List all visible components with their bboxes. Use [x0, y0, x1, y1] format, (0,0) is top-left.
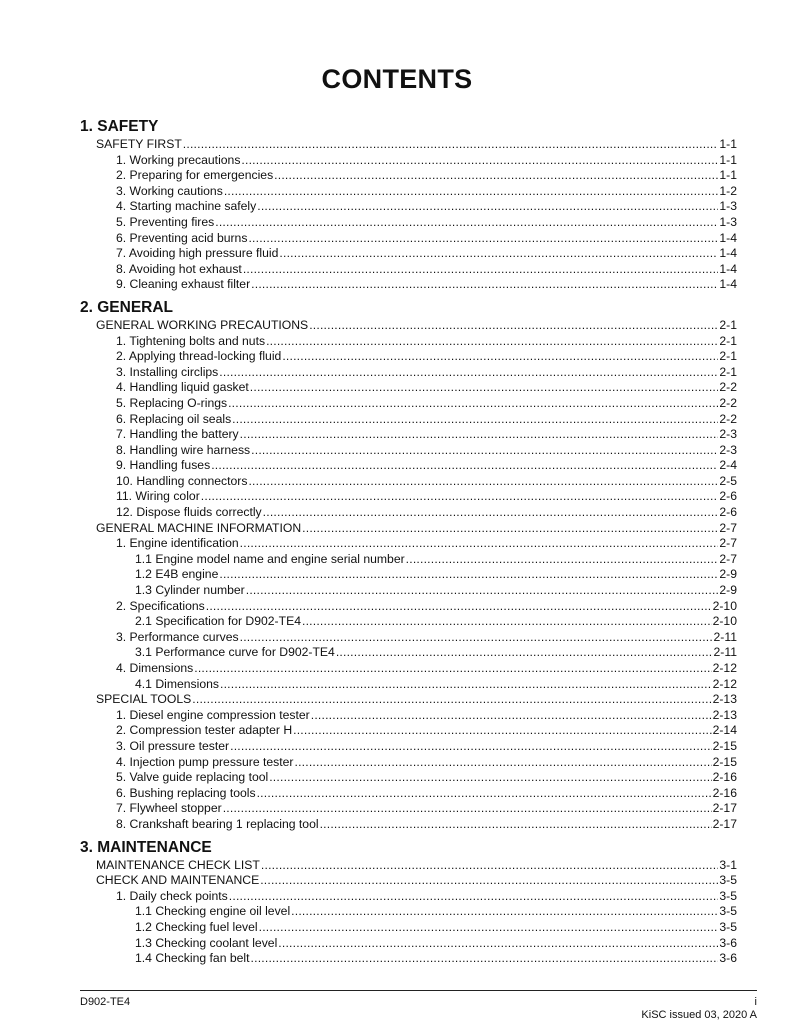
dot-leader: [278, 936, 718, 952]
dot-leader: [259, 920, 719, 936]
toc-entry[interactable]: [80, 770, 737, 786]
toc-entry[interactable]: [80, 920, 737, 936]
toc-entry-title: SPECIAL TOOLS: [96, 692, 192, 707]
toc-entry[interactable]: [80, 277, 737, 293]
dot-leader: [232, 412, 718, 428]
toc-entry-page: 1-3: [719, 199, 737, 214]
toc-entry[interactable]: [80, 318, 737, 334]
dot-leader: [223, 801, 712, 817]
dot-leader: [220, 677, 712, 693]
toc-entry-page: 2-15: [712, 754, 737, 769]
toc-entry[interactable]: [80, 168, 737, 184]
toc-entry[interactable]: [80, 873, 737, 889]
toc-entry-title: GENERAL WORKING PRECAUTIONS: [96, 317, 309, 332]
dot-leader: [406, 552, 719, 568]
toc-entry-title: 1.1 Checking engine oil level: [135, 904, 291, 919]
toc-entry-page: 2-7: [719, 536, 737, 551]
toc-entry-page: 2-3: [719, 442, 737, 457]
toc-entry-title: 4. Handling liquid gasket: [116, 380, 249, 395]
toc-entry-page: 3-1: [719, 857, 737, 872]
dot-leader: [336, 645, 713, 661]
toc-entry-title: 12. Dispose fluids correctly: [116, 505, 262, 520]
toc-entry[interactable]: [80, 199, 737, 215]
dot-leader: [282, 349, 718, 365]
dot-leader: [243, 262, 719, 278]
toc-entry-title: 1.2 Checking fuel level: [135, 919, 258, 934]
toc-entry[interactable]: [80, 614, 737, 630]
dot-leader: [263, 505, 719, 521]
toc-entry-page: 2-10: [712, 598, 737, 613]
toc-entry-title: 9. Cleaning exhaust filter: [116, 277, 251, 292]
toc-entry-page: 2-16: [712, 785, 737, 800]
toc-entry-page: 2-1: [719, 364, 737, 379]
dot-leader: [219, 365, 718, 381]
toc-entry-page: 1-3: [719, 214, 737, 229]
dot-leader: [229, 889, 719, 905]
dot-leader: [274, 168, 718, 184]
toc-entry-page: 2-4: [719, 458, 737, 473]
toc-entry[interactable]: [80, 215, 737, 231]
toc-entry-title: CHECK AND MAINTENANCE: [96, 873, 260, 888]
dot-leader: [206, 599, 712, 615]
toc-entry-title: 1. Tightening bolts and nuts: [116, 333, 266, 348]
toc-entry[interactable]: [80, 184, 737, 200]
toc-entry-title: 4. Starting machine safely: [116, 199, 257, 214]
dot-leader: [215, 215, 718, 231]
toc-entry[interactable]: [80, 262, 737, 278]
section-heading: 3. MAINTENANCE: [80, 838, 212, 856]
toc-entry-page: 2-7: [719, 551, 737, 566]
toc-entry-page: 2-7: [719, 520, 737, 535]
toc-entry[interactable]: [80, 443, 737, 459]
toc-entry-page: 2-13: [712, 692, 737, 707]
toc-entry[interactable]: [80, 739, 737, 755]
toc-entry[interactable]: [80, 677, 737, 693]
toc-entry-page: 2-12: [712, 676, 737, 691]
toc-entry[interactable]: [80, 692, 737, 708]
toc-entry-page: 2-14: [712, 723, 737, 738]
dot-leader: [311, 708, 712, 724]
footer-divider: [80, 990, 757, 991]
dot-leader: [269, 770, 711, 786]
toc-entry-page: 3-6: [719, 935, 737, 950]
dot-leader: [201, 489, 719, 505]
toc-entry[interactable]: [80, 505, 737, 521]
toc-entry-page: 2-17: [712, 816, 737, 831]
dot-leader: [302, 614, 712, 630]
toc-entry-title: GENERAL MACHINE INFORMATION: [96, 520, 302, 535]
toc-entry-page: 3-6: [719, 951, 737, 966]
toc-entry-page: 2-13: [712, 707, 737, 722]
toc-entry[interactable]: [80, 349, 737, 365]
toc-entry-title: 10. Handling connectors: [116, 473, 248, 488]
dot-leader: [240, 427, 719, 443]
toc-entry-title: 3. Installing circlips: [116, 364, 219, 379]
toc-entry-page: 1-4: [719, 230, 737, 245]
dot-leader: [241, 153, 718, 169]
toc-entry-title: 1. Daily check points: [116, 888, 228, 903]
toc-entry[interactable]: [80, 153, 737, 169]
footer-info: [641, 996, 757, 1022]
dot-leader: [251, 443, 718, 459]
toc-entry[interactable]: [80, 365, 737, 381]
toc-entry[interactable]: [80, 904, 737, 920]
dot-leader: [248, 474, 718, 490]
toc-entry-page: 2-9: [719, 567, 737, 582]
toc-entry-title: 4.1 Dimensions: [135, 676, 219, 691]
toc-entry-page: 2-16: [712, 770, 737, 785]
toc-entry-title: 3. Working cautions: [116, 183, 223, 198]
toc-entry-title: 6. Preventing acid burns: [116, 230, 248, 245]
toc-entry[interactable]: [80, 583, 737, 599]
toc-entry-title: 1.3 Cylinder number: [135, 583, 245, 598]
toc-entry-page: 2-12: [712, 661, 737, 675]
dot-leader: [295, 755, 712, 771]
toc-entry-title: 8. Crankshaft bearing 1 replacing tool: [116, 816, 319, 831]
toc-entry[interactable]: [80, 536, 737, 552]
toc-entry-title: 4. Injection pump pressure tester: [116, 754, 294, 769]
toc-entry-page: 3-5: [719, 873, 737, 888]
dot-leader: [192, 692, 711, 708]
toc-entry[interactable]: [80, 380, 737, 396]
dot-leader: [211, 458, 718, 474]
toc-entry[interactable]: [80, 396, 737, 412]
toc-entry-page: 1-1: [719, 137, 737, 151]
dot-leader: [240, 630, 713, 646]
dot-leader: [251, 277, 718, 293]
toc-entry-title: 9. Handling fuses: [116, 458, 211, 473]
toc-entry[interactable]: [80, 723, 737, 739]
toc-entry[interactable]: [80, 786, 737, 802]
toc-entry-title: 5. Preventing fires: [116, 214, 215, 229]
toc-entry-page: 2-2: [719, 380, 737, 395]
dot-leader: [228, 396, 718, 412]
dot-leader: [257, 199, 718, 215]
toc-entry-page: 1-1: [719, 152, 737, 167]
toc-entry[interactable]: [80, 246, 737, 262]
toc-entry-title: 7. Flywheel stopper: [116, 801, 222, 816]
toc-entry-title: 1.1 Engine model name and engine serial number: [135, 551, 405, 566]
toc-entry[interactable]: [80, 412, 737, 428]
toc-entry-page: 2-1: [719, 333, 737, 348]
toc-entry-title: MAINTENANCE CHECK LIST: [96, 857, 260, 872]
toc-entry-title: 2. Specifications: [116, 598, 205, 613]
toc-entry-title: 2. Applying thread-locking fluid: [116, 349, 282, 364]
dot-leader: [183, 137, 719, 153]
toc-entry[interactable]: [80, 334, 737, 350]
toc-entry-page: 2-10: [712, 614, 737, 629]
toc-entry[interactable]: [80, 858, 737, 874]
toc-entry[interactable]: [80, 458, 737, 474]
toc-entry-title: 8. Handling wire harness: [116, 442, 251, 457]
dot-leader: [219, 567, 718, 583]
toc-entry-page: 2-9: [719, 583, 737, 598]
footer-model: D902-TE4: [80, 996, 131, 1008]
toc-entry[interactable]: [80, 567, 737, 583]
toc-entry-page: 2-1: [719, 349, 737, 364]
toc-entry-page: 2-11: [713, 629, 737, 644]
toc-entry-page: 2-2: [719, 411, 737, 426]
toc-entry-title: 3. Oil pressure tester: [116, 738, 230, 753]
toc-entry-page: 2-6: [719, 505, 737, 520]
toc-entry[interactable]: [80, 489, 737, 505]
dot-leader: [250, 380, 719, 396]
section-heading: 2. GENERAL: [80, 298, 174, 316]
toc-entry-page: 1-1: [719, 168, 737, 183]
toc-entry[interactable]: [80, 599, 737, 615]
toc-entry-page: 2-2: [719, 395, 737, 410]
toc-entry-title: SAFETY FIRST: [96, 137, 182, 151]
toc-entry-page: 1-4: [719, 277, 737, 292]
toc-entry[interactable]: [80, 645, 737, 661]
dot-leader: [260, 873, 718, 889]
page-title: CONTENTS: [321, 64, 473, 94]
toc-entry-title: 1.2 E4B engine: [135, 567, 219, 582]
toc-entry[interactable]: [80, 137, 737, 153]
toc-entry-title: 3.1 Performance curve for D902-TE4: [135, 645, 335, 660]
toc-entry[interactable]: [80, 889, 737, 905]
toc-entry[interactable]: [80, 474, 737, 490]
toc-entry-title: 1.3 Checking coolant level: [135, 935, 278, 950]
section-heading: 1. SAFETY: [80, 118, 159, 135]
toc-entry[interactable]: [80, 661, 737, 677]
dot-leader: [257, 786, 712, 802]
toc-entry-page: 1-4: [719, 261, 737, 276]
toc-entry-page: 2-1: [719, 317, 737, 332]
toc-entry-page: 1-2: [719, 183, 737, 198]
toc-entry-title: 2.1 Specification for D902-TE4: [135, 614, 301, 629]
toc-entry[interactable]: [80, 801, 737, 817]
dot-leader: [248, 231, 718, 247]
toc-entry-title: 4. Dimensions: [116, 661, 194, 675]
dot-leader: [251, 951, 719, 967]
toc-entry[interactable]: [80, 951, 737, 967]
toc-entry-title: 6. Replacing oil seals: [116, 411, 232, 426]
toc-entry-page: 3-5: [719, 888, 737, 903]
toc-entry-title: 8. Avoiding hot exhaust: [116, 261, 242, 276]
toc-entry-title: 1. Engine identification: [116, 536, 239, 551]
dot-leader: [261, 858, 718, 874]
dot-leader: [246, 583, 719, 599]
toc-entry-title: 1. Diesel engine compression tester: [116, 707, 310, 722]
toc-entry-page: 3-5: [719, 919, 737, 934]
dot-leader: [194, 661, 711, 677]
dot-leader: [293, 723, 711, 739]
toc-entry[interactable]: [80, 231, 737, 247]
dot-leader: [266, 334, 718, 350]
toc-entry-page: 3-5: [719, 904, 737, 919]
toc-entry[interactable]: [80, 817, 737, 833]
toc-entry-title: 11. Wiring color: [116, 489, 200, 504]
table-of-contents: [80, 116, 737, 967]
toc-entry-title: 3. Performance curves: [116, 629, 239, 644]
dot-leader: [302, 521, 718, 537]
toc-entry-title: 1.4 Checking fan belt: [135, 951, 250, 966]
dot-leader: [320, 817, 712, 833]
toc-entry[interactable]: [80, 630, 737, 646]
toc-entry[interactable]: [80, 552, 737, 568]
toc-entry-title: 7. Avoiding high pressure fluid: [116, 246, 279, 261]
toc-entry[interactable]: [80, 936, 737, 952]
toc-entry-title: 2. Compression tester adapter H: [116, 723, 293, 738]
toc-entry-title: 5. Replacing O-rings: [116, 395, 228, 410]
dot-leader: [309, 318, 718, 334]
footer-issue: KiSC issued 03, 2020 A: [641, 1009, 757, 1021]
dot-leader: [279, 246, 718, 262]
footer-page-number: i: [754, 996, 757, 1008]
toc-entry-page: 2-5: [719, 473, 737, 488]
toc-entry-page: 2-11: [713, 645, 737, 660]
toc-entry-title: 1. Working precautions: [116, 152, 241, 167]
toc-entry[interactable]: [80, 755, 737, 771]
toc-entry-title: 5. Valve guide replacing tool: [116, 770, 269, 785]
toc-entry-page: 2-3: [719, 427, 737, 442]
toc-entry-page: 2-17: [712, 801, 737, 816]
toc-entry-title: 2. Preparing for emergencies: [116, 168, 274, 183]
dot-leader: [240, 536, 719, 552]
toc-entry-title: 6. Bushing replacing tools: [116, 785, 256, 800]
toc-entry-page: 1-4: [719, 246, 737, 261]
toc-entry-page: 2-15: [712, 738, 737, 753]
dot-leader: [224, 184, 719, 200]
toc-entry[interactable]: [80, 427, 737, 443]
dot-leader: [230, 739, 711, 755]
dot-leader: [291, 904, 718, 920]
toc-entry-page: 2-6: [719, 489, 737, 504]
toc-entry[interactable]: [80, 708, 737, 724]
toc-entry[interactable]: [80, 521, 737, 537]
toc-entry-title: 7. Handling the battery: [116, 427, 239, 442]
